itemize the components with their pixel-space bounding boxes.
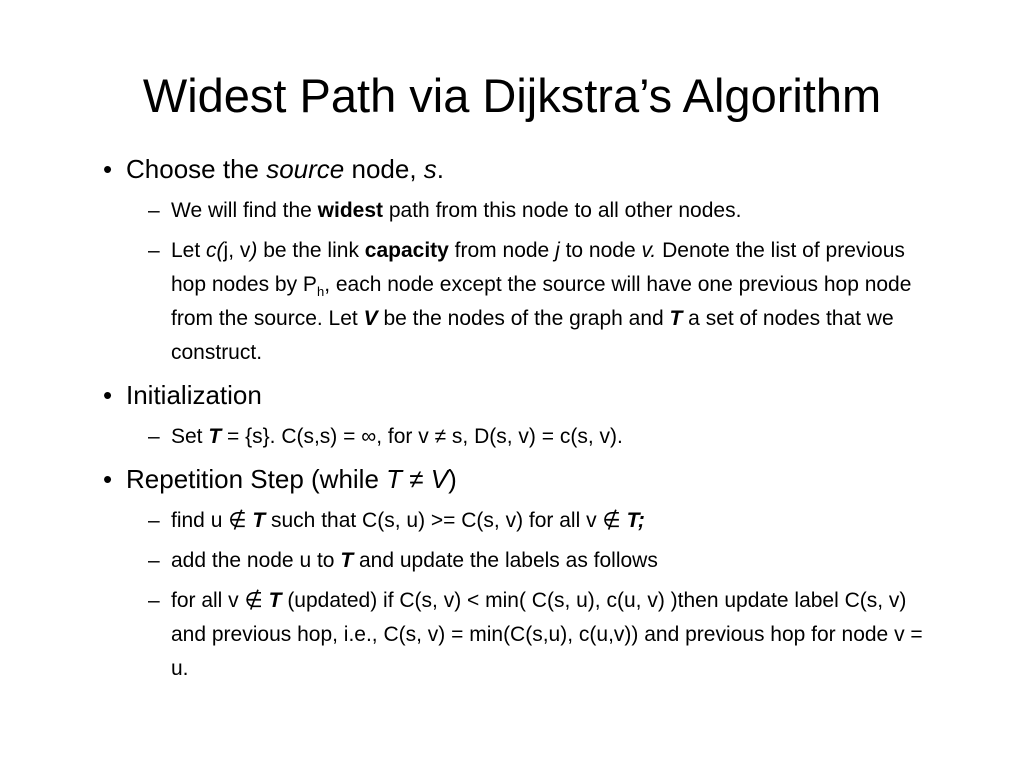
text-bold-italic: T <box>252 509 266 532</box>
text: node, <box>344 154 424 184</box>
text-italic: j <box>555 239 560 262</box>
text: Choose the <box>126 154 267 184</box>
text-bold-italic: T <box>340 549 354 572</box>
text-italic: c( <box>206 239 224 262</box>
bullet-repetition-step <box>103 460 943 498</box>
text: Let <box>171 239 207 262</box>
text-italic: ) <box>250 239 258 262</box>
text: ) <box>448 464 457 494</box>
subbullet-set-t <box>148 420 943 454</box>
text: be the nodes of the graph and <box>377 307 670 330</box>
bullet-initialization <box>103 376 943 414</box>
text: j, v <box>223 239 251 262</box>
text: be the link <box>257 239 365 262</box>
text: (updated) if C(s, v) < min( C(s, u), c(u, v) )then update label C(s, v) and previous hop, i.e., C(s, v) = min(C(s,u), c(u,v)) and previous hop for node v = u. <box>171 589 923 680</box>
text-bold-italic: T <box>268 589 282 612</box>
text: path from this node to all other nodes. <box>383 199 742 222</box>
text: add the node u to <box>171 549 341 572</box>
text: from node <box>448 239 556 262</box>
text: = {s}. C(s,s) = ∞, for v ≠ s, D(s, v) = c(s, v). <box>221 425 623 448</box>
text: ≠ <box>402 464 431 494</box>
dash-marker: – <box>148 589 160 612</box>
text: for all v ∉ <box>171 589 269 612</box>
text: and update the labels as follows <box>353 549 658 572</box>
text-italic: T <box>386 464 403 494</box>
text-italic: v. <box>641 239 657 262</box>
text: a set of nodes that we construct. <box>171 307 894 364</box>
text: . <box>436 154 445 184</box>
dash-marker: – <box>148 199 160 222</box>
text-bold-italic: T <box>208 425 222 448</box>
bullet-marker: • <box>103 154 113 184</box>
text-italic: source <box>266 154 345 184</box>
text-bold-italic: V <box>363 307 378 330</box>
subbullet-add-node <box>148 544 943 578</box>
text-bold-italic: T <box>669 307 683 330</box>
bullet-marker: • <box>103 380 113 410</box>
text-bold-italic: T; <box>626 509 645 532</box>
slide-content <box>103 150 943 692</box>
dash-marker: – <box>148 549 160 572</box>
text-bold: capacity <box>364 239 449 262</box>
dash-marker: – <box>148 239 160 262</box>
subbullet-find-u <box>148 504 943 538</box>
text: Denote the list of previous hop nodes by P <box>171 239 905 296</box>
subbullet-widest-path <box>148 194 943 228</box>
text: to node <box>559 239 642 262</box>
subbullet-link-capacity <box>148 234 943 370</box>
subscript: h <box>316 284 325 300</box>
bullet-choose-source <box>103 150 943 188</box>
dash-marker: – <box>148 425 160 448</box>
dash-marker: – <box>148 509 160 532</box>
slide-title: Widest Path via Dijkstra’s Algorithm <box>142 69 882 122</box>
subbullet-update-labels <box>148 584 943 686</box>
text: Initialization <box>126 380 262 410</box>
text: We will find the <box>171 199 318 222</box>
text: such that C(s, u) >= C(s, v) for all v ∉ <box>265 509 627 532</box>
bullet-marker: • <box>103 464 113 494</box>
text: Set <box>171 425 209 448</box>
text: Repetition Step (while <box>126 464 387 494</box>
text-italic: V <box>430 464 449 494</box>
text: find u ∉ <box>171 509 253 532</box>
text-italic: s <box>423 154 437 184</box>
text-bold: widest <box>317 199 384 222</box>
text: , each node except the source will have one previous hop node from the source. Let <box>171 273 912 330</box>
